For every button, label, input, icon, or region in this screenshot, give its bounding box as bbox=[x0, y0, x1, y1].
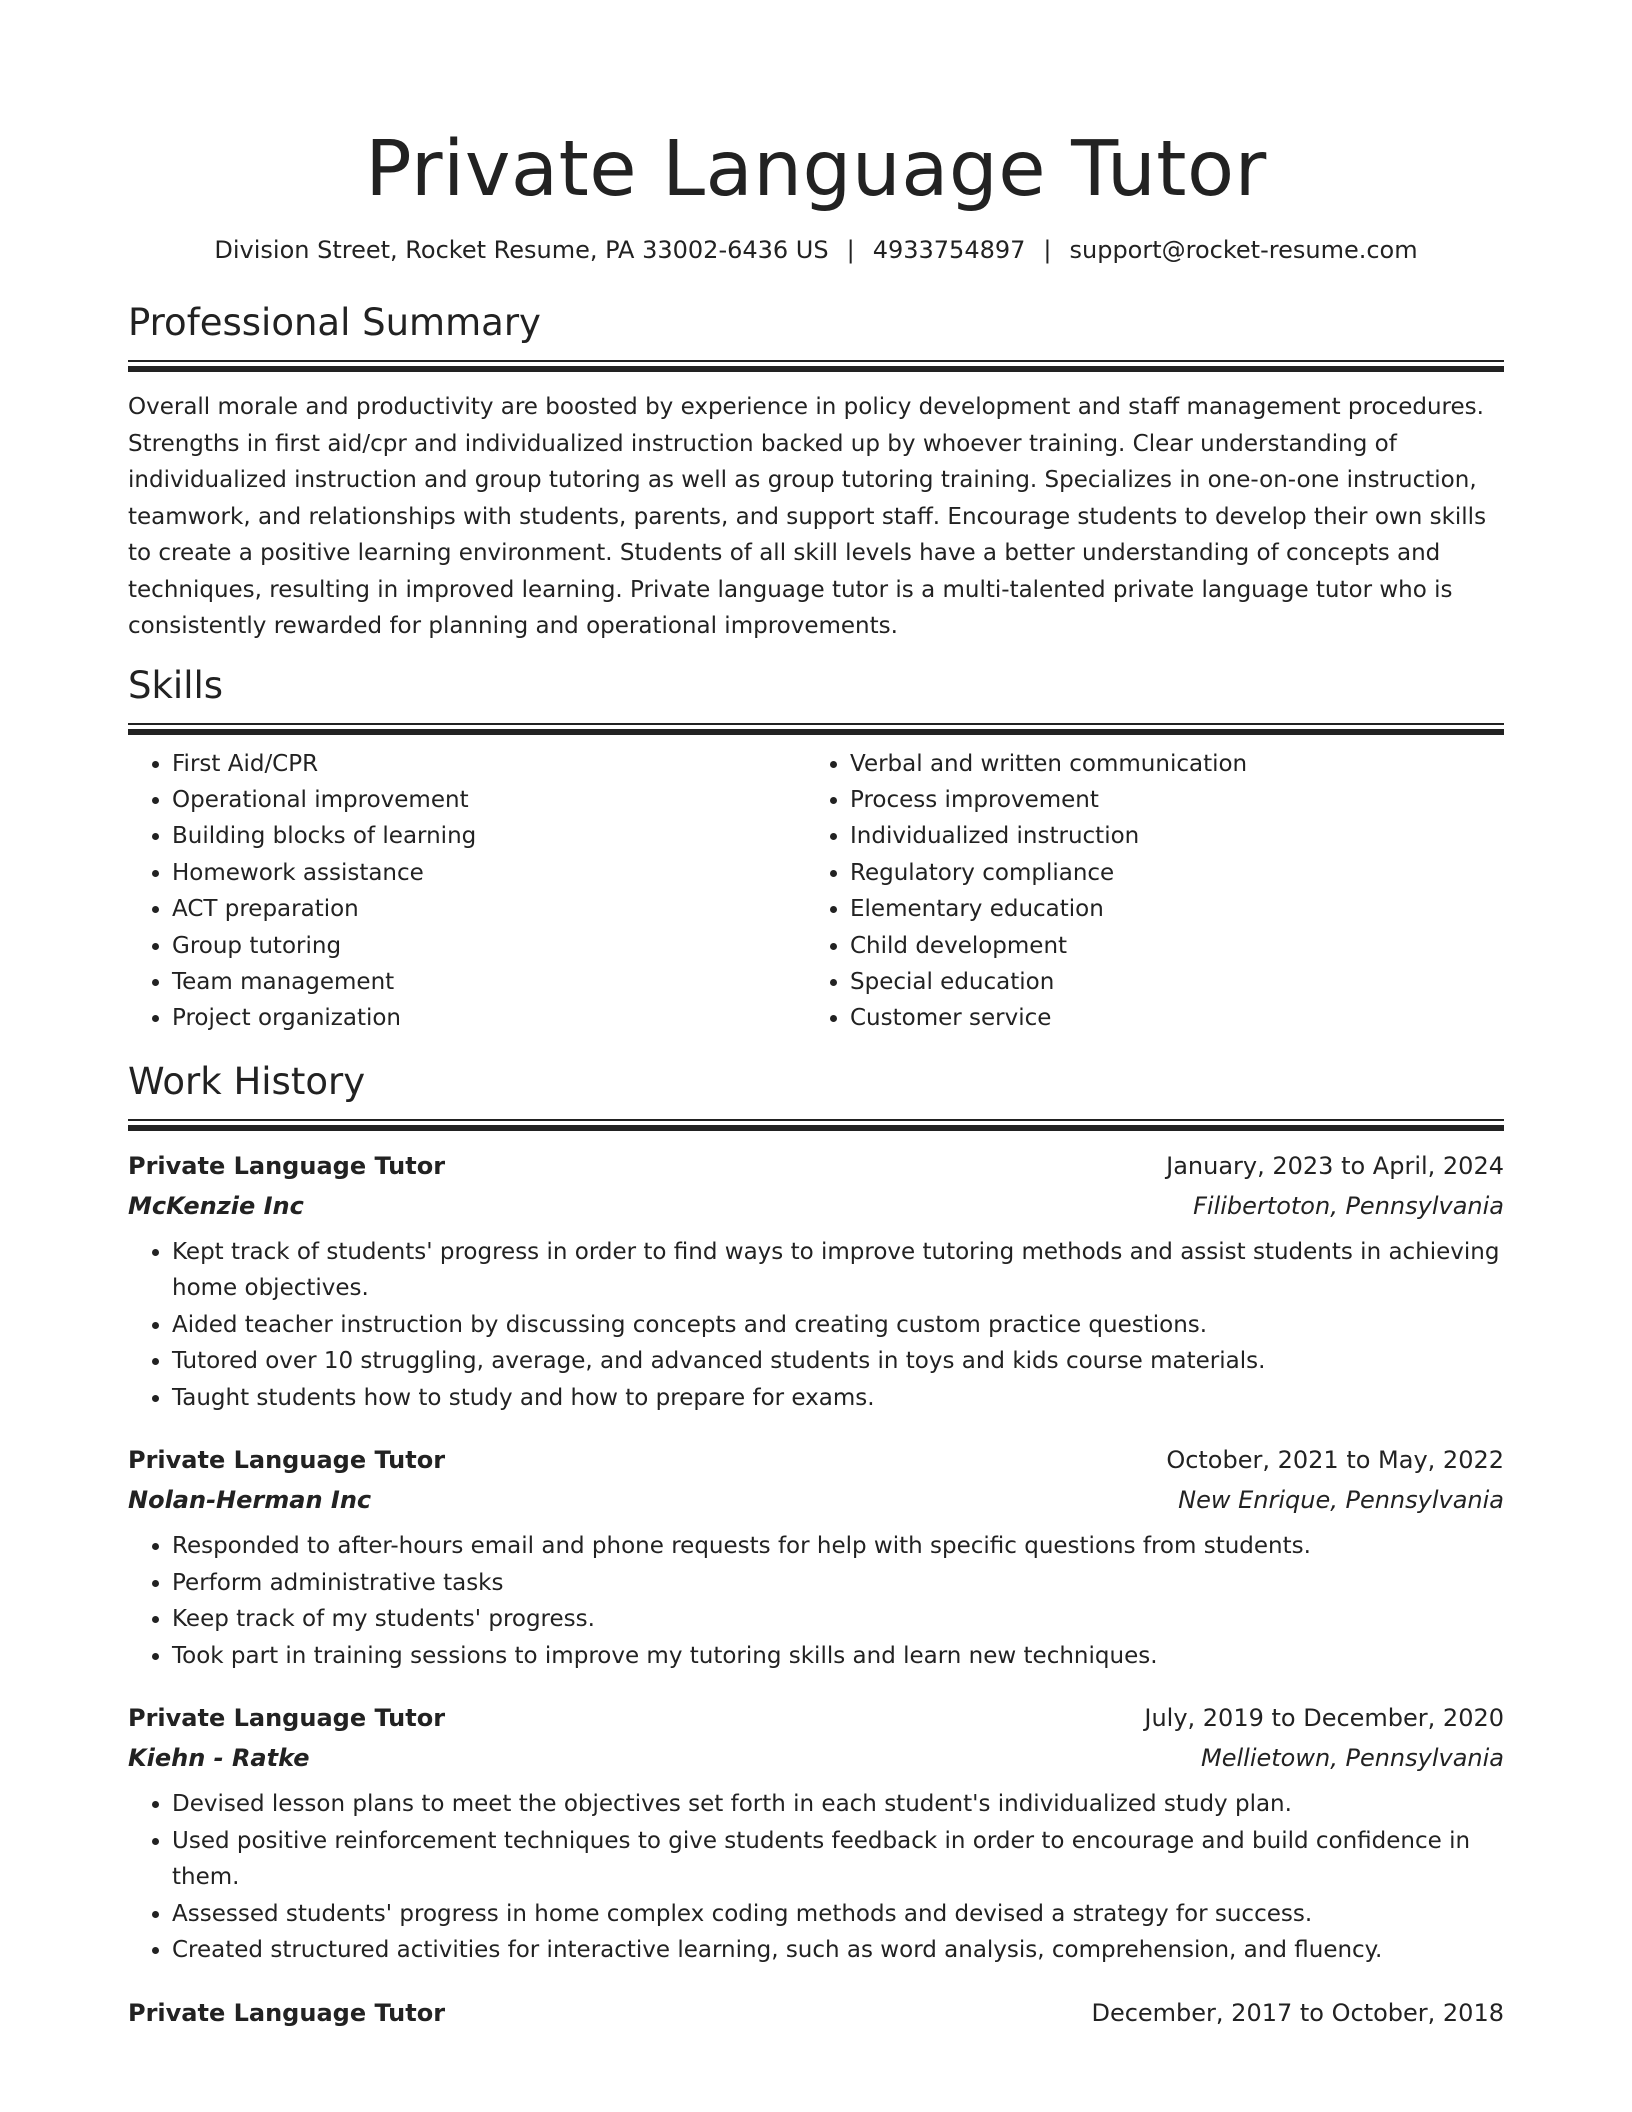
job-bullet: • Perform administrative tasks bbox=[172, 1565, 1504, 1602]
contact-line bbox=[128, 234, 1504, 266]
contact-address: Division Street, Rocket Resume, PA 33002-6436 US bbox=[214, 236, 829, 264]
section-divider bbox=[128, 723, 1504, 736]
skill-item: • Building blocks of learning bbox=[172, 818, 806, 854]
job-company: Nolan-Herman Inc bbox=[128, 1486, 372, 1515]
skills-grid bbox=[128, 746, 1504, 1037]
skill-item: • Special education bbox=[850, 964, 1484, 1000]
contact-email: support@rocket-resume.com bbox=[1069, 236, 1418, 264]
job-title: Private Language Tutor bbox=[128, 1446, 446, 1475]
job-bullet: • Aided teacher instruction by discussing concepts and creating custom practice questions. bbox=[172, 1307, 1504, 1344]
contact-phone: 4933754897 bbox=[872, 236, 1026, 264]
job-company-row bbox=[128, 1738, 1504, 1778]
skill-item: • Project organization bbox=[172, 1000, 806, 1036]
job-bullet: • Took part in training sessions to improve my tutoring skills and learn new techniques. bbox=[172, 1638, 1504, 1675]
job-title: Private Language Tutor bbox=[128, 1998, 446, 2027]
job-location: Filibertoton, Pennsylvania bbox=[1193, 1191, 1504, 1220]
section-divider bbox=[128, 360, 1504, 373]
skill-item: • Elementary education bbox=[850, 891, 1484, 927]
skills-list-left bbox=[128, 746, 806, 1037]
resume-page bbox=[128, 0, 1504, 2033]
professional-summary-section bbox=[128, 300, 1504, 645]
skill-item: • Verbal and written communication bbox=[850, 746, 1484, 782]
job-bullet: • Responded to after-hours email and phone requests for help with specific questions from students. bbox=[172, 1528, 1504, 1565]
job-bullet: • Keep track of my students' progress. bbox=[172, 1601, 1504, 1638]
skill-item: • Customer service bbox=[850, 1000, 1484, 1036]
section-heading: Work History bbox=[128, 1059, 366, 1103]
job-entry bbox=[128, 1440, 1504, 1674]
job-header-row bbox=[128, 1440, 1504, 1480]
skill-item: • Regulatory compliance bbox=[850, 855, 1484, 891]
job-bullet: • Used positive reinforcement techniques to give students feedback in order to encourage and build confidence in them. bbox=[172, 1823, 1504, 1896]
skills-section bbox=[128, 663, 1504, 1037]
skill-item: • Team management bbox=[172, 964, 806, 1000]
skill-item: • ACT preparation bbox=[172, 891, 806, 927]
skill-item: • Child development bbox=[850, 928, 1484, 964]
skill-item: • Homework assistance bbox=[172, 855, 806, 891]
job-bullet: • Created structured activities for interactive learning, such as word analysis, comprehension, and fluency. bbox=[172, 1932, 1504, 1969]
job-title: Private Language Tutor bbox=[128, 1151, 446, 1180]
job-dates: October, 2021 to May, 2022 bbox=[1166, 1446, 1504, 1475]
contact-separator: | bbox=[846, 236, 855, 264]
job-bullet-list bbox=[128, 1786, 1504, 1969]
job-header-row bbox=[128, 1146, 1504, 1186]
job-title: Private Language Tutor bbox=[128, 1704, 446, 1733]
section-divider bbox=[128, 1119, 1504, 1132]
job-entry bbox=[128, 1993, 1504, 2033]
job-bullet: • Kept track of students' progress in order to find ways to improve tutoring methods and assist students in achieving home objectives. bbox=[172, 1234, 1504, 1307]
job-header-row bbox=[128, 1993, 1504, 2033]
contact-separator: | bbox=[1043, 236, 1052, 264]
job-location: New Enrique, Pennsylvania bbox=[1178, 1486, 1504, 1515]
job-dates: July, 2019 to December, 2020 bbox=[1144, 1704, 1504, 1733]
skill-item: • First Aid/CPR bbox=[172, 746, 806, 782]
job-bullet: • Tutored over 10 struggling, average, and advanced students in toys and kids course materials. bbox=[172, 1343, 1504, 1380]
job-company-row bbox=[128, 1186, 1504, 1226]
job-bullet-list bbox=[128, 1234, 1504, 1417]
work-history-section bbox=[128, 1059, 1504, 2033]
job-bullet: • Assessed students' progress in home complex coding methods and devised a strategy for success. bbox=[172, 1896, 1504, 1933]
summary-text: Overall morale and productivity are boosted by experience in policy development and staff management procedures. Strengths in first aid/cpr and individualized instruction backed up by whoever training. Clear understanding of individualized instruction and group tutoring as well as group tutoring training. Specializes in one-on-one instruction, teamwork, and relationships with students, parents, and support staff. Encourage students to develop their own skills to create a positive learning environment. Students of all skill levels have a better understanding of concepts and techniques, resulting in improved learning. Private language tutor is a multi-talented private language tutor who is consistently rewarded for planning and operational improvements. bbox=[128, 394, 1487, 639]
skill-item: • Individualized instruction bbox=[850, 818, 1484, 854]
section-heading: Skills bbox=[128, 663, 224, 707]
job-company: Kiehn - Ratke bbox=[128, 1744, 310, 1773]
job-location: Mellietown, Pennsylvania bbox=[1201, 1744, 1504, 1773]
job-company-row bbox=[128, 1480, 1504, 1520]
resume-name: Private Language Tutor bbox=[365, 125, 1267, 214]
job-header-row bbox=[128, 1698, 1504, 1738]
skills-list-right bbox=[806, 746, 1484, 1037]
job-dates: January, 2023 to April, 2024 bbox=[1166, 1151, 1504, 1180]
job-company: McKenzie Inc bbox=[128, 1191, 304, 1220]
job-bullet-list bbox=[128, 1528, 1504, 1674]
section-heading: Professional Summary bbox=[128, 301, 541, 344]
job-entry bbox=[128, 1698, 1504, 1969]
skill-item: • Process improvement bbox=[850, 782, 1484, 818]
skill-item: • Operational improvement bbox=[172, 782, 806, 818]
skill-item: • Group tutoring bbox=[172, 928, 806, 964]
job-dates: December, 2017 to October, 2018 bbox=[1091, 1998, 1504, 2027]
job-bullet: • Taught students how to study and how to prepare for exams. bbox=[172, 1380, 1504, 1417]
job-bullet: • Devised lesson plans to meet the objectives set forth in each student's individualized study plan. bbox=[172, 1786, 1504, 1823]
job-entry bbox=[128, 1146, 1504, 1417]
